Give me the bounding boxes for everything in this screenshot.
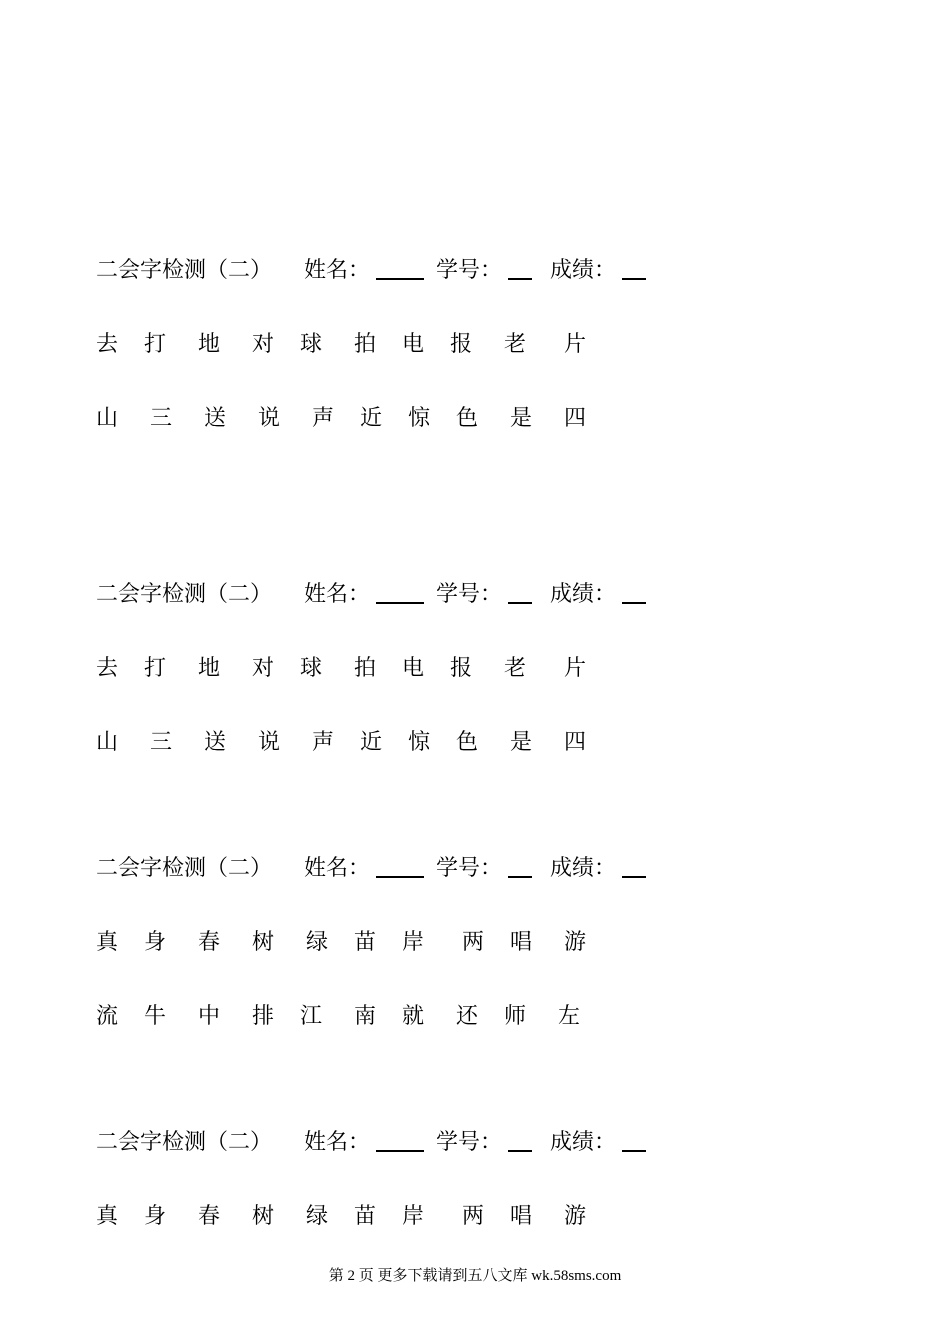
character-item: 老 xyxy=(504,656,527,681)
character-item: 电 xyxy=(402,332,425,357)
character-item: 绿 xyxy=(306,1204,329,1229)
character-item: 惊 xyxy=(408,406,431,431)
student-id-label: 学号： xyxy=(436,1130,503,1155)
name-label: 姓名： xyxy=(304,856,371,881)
character-item: 苗 xyxy=(354,1204,377,1229)
character-item: 拍 xyxy=(354,656,377,681)
character-item: 树 xyxy=(252,930,275,955)
character-item: 电 xyxy=(402,656,425,681)
score-blank[interactable] xyxy=(622,1128,646,1152)
character-item: 近 xyxy=(360,730,383,755)
character-item: 报 xyxy=(450,656,473,681)
character-item: 南 xyxy=(354,1004,377,1029)
character-item: 春 xyxy=(198,930,221,955)
character-item: 左 xyxy=(558,1004,581,1029)
character-item: 去 xyxy=(96,332,119,357)
name-blank[interactable] xyxy=(376,854,424,878)
student-id-blank[interactable] xyxy=(508,256,532,280)
character-item: 色 xyxy=(456,406,479,431)
score-blank[interactable] xyxy=(622,256,646,280)
score-blank[interactable] xyxy=(622,854,646,878)
character-item: 江 xyxy=(300,1004,323,1029)
character-item: 近 xyxy=(360,406,383,431)
student-id-blank[interactable] xyxy=(508,854,532,878)
character-row xyxy=(96,330,716,360)
character-item: 球 xyxy=(300,332,323,357)
character-item: 片 xyxy=(564,332,587,357)
character-item: 苗 xyxy=(354,930,377,955)
name-label: 姓名： xyxy=(304,1130,371,1155)
character-row xyxy=(96,404,716,434)
character-item: 中 xyxy=(198,1004,221,1029)
character-row xyxy=(96,728,716,758)
character-row xyxy=(96,1202,716,1232)
character-item: 游 xyxy=(564,930,587,955)
character-item: 对 xyxy=(252,656,275,681)
character-item: 声 xyxy=(312,406,335,431)
character-item: 声 xyxy=(312,730,335,755)
name-blank[interactable] xyxy=(376,580,424,604)
character-item: 送 xyxy=(204,406,227,431)
character-item: 春 xyxy=(198,1204,221,1229)
character-item: 四 xyxy=(564,730,587,755)
character-item: 四 xyxy=(564,406,587,431)
quiz-title: 二会字检测（二） xyxy=(96,856,273,881)
character-item: 流 xyxy=(96,1004,119,1029)
name-blank[interactable] xyxy=(376,1128,424,1152)
name-blank[interactable] xyxy=(376,256,424,280)
character-item: 老 xyxy=(504,332,527,357)
character-item: 去 xyxy=(96,656,119,681)
character-item: 说 xyxy=(258,406,281,431)
character-item: 山 xyxy=(96,730,119,755)
character-item: 身 xyxy=(144,1204,167,1229)
character-item: 地 xyxy=(198,656,221,681)
character-item: 色 xyxy=(456,730,479,755)
character-item: 唱 xyxy=(510,1204,533,1229)
student-id-blank[interactable] xyxy=(508,580,532,604)
score-label: 成绩： xyxy=(550,856,617,881)
character-row xyxy=(96,1002,716,1032)
character-row xyxy=(96,928,716,958)
character-item: 对 xyxy=(252,332,275,357)
score-label: 成绩： xyxy=(550,582,617,607)
character-item: 惊 xyxy=(408,730,431,755)
character-item: 球 xyxy=(300,656,323,681)
character-item: 三 xyxy=(150,730,173,755)
character-item: 片 xyxy=(564,656,587,681)
character-item: 游 xyxy=(564,1204,587,1229)
score-blank[interactable] xyxy=(622,580,646,604)
character-item: 两 xyxy=(462,930,485,955)
character-item: 是 xyxy=(510,730,533,755)
quiz-title: 二会字检测（二） xyxy=(96,582,273,607)
name-label: 姓名： xyxy=(304,258,371,283)
character-item: 身 xyxy=(144,930,167,955)
score-label: 成绩： xyxy=(550,1130,617,1155)
character-item: 山 xyxy=(96,406,119,431)
character-item: 是 xyxy=(510,406,533,431)
character-item: 送 xyxy=(204,730,227,755)
student-id-label: 学号： xyxy=(436,856,503,881)
character-item: 拍 xyxy=(354,332,377,357)
character-item: 排 xyxy=(252,1004,275,1029)
page-footer: 第 2 页 更多下载请到五八文库 wk.58sms.com xyxy=(328,1268,622,1284)
score-label: 成绩： xyxy=(550,258,617,283)
student-id-label: 学号： xyxy=(436,582,503,607)
character-item: 两 xyxy=(462,1204,485,1229)
student-id-blank[interactable] xyxy=(508,1128,532,1152)
character-item: 唱 xyxy=(510,930,533,955)
character-item: 真 xyxy=(96,930,119,955)
character-item: 打 xyxy=(144,332,167,357)
character-item: 还 xyxy=(456,1004,479,1029)
character-row xyxy=(96,654,716,684)
character-item: 说 xyxy=(258,730,281,755)
character-item: 地 xyxy=(198,332,221,357)
character-item: 真 xyxy=(96,1204,119,1229)
character-item: 三 xyxy=(150,406,173,431)
character-item: 就 xyxy=(402,1004,425,1029)
name-label: 姓名： xyxy=(304,582,371,607)
quiz-title: 二会字检测（二） xyxy=(96,1130,273,1155)
student-id-label: 学号： xyxy=(436,258,503,283)
character-item: 岸 xyxy=(402,930,425,955)
character-item: 师 xyxy=(504,1004,527,1029)
character-item: 岸 xyxy=(402,1204,425,1229)
character-item: 牛 xyxy=(144,1004,167,1029)
character-item: 绿 xyxy=(306,930,329,955)
character-item: 打 xyxy=(144,656,167,681)
character-item: 树 xyxy=(252,1204,275,1229)
character-item: 报 xyxy=(450,332,473,357)
quiz-title: 二会字检测（二） xyxy=(96,258,273,283)
